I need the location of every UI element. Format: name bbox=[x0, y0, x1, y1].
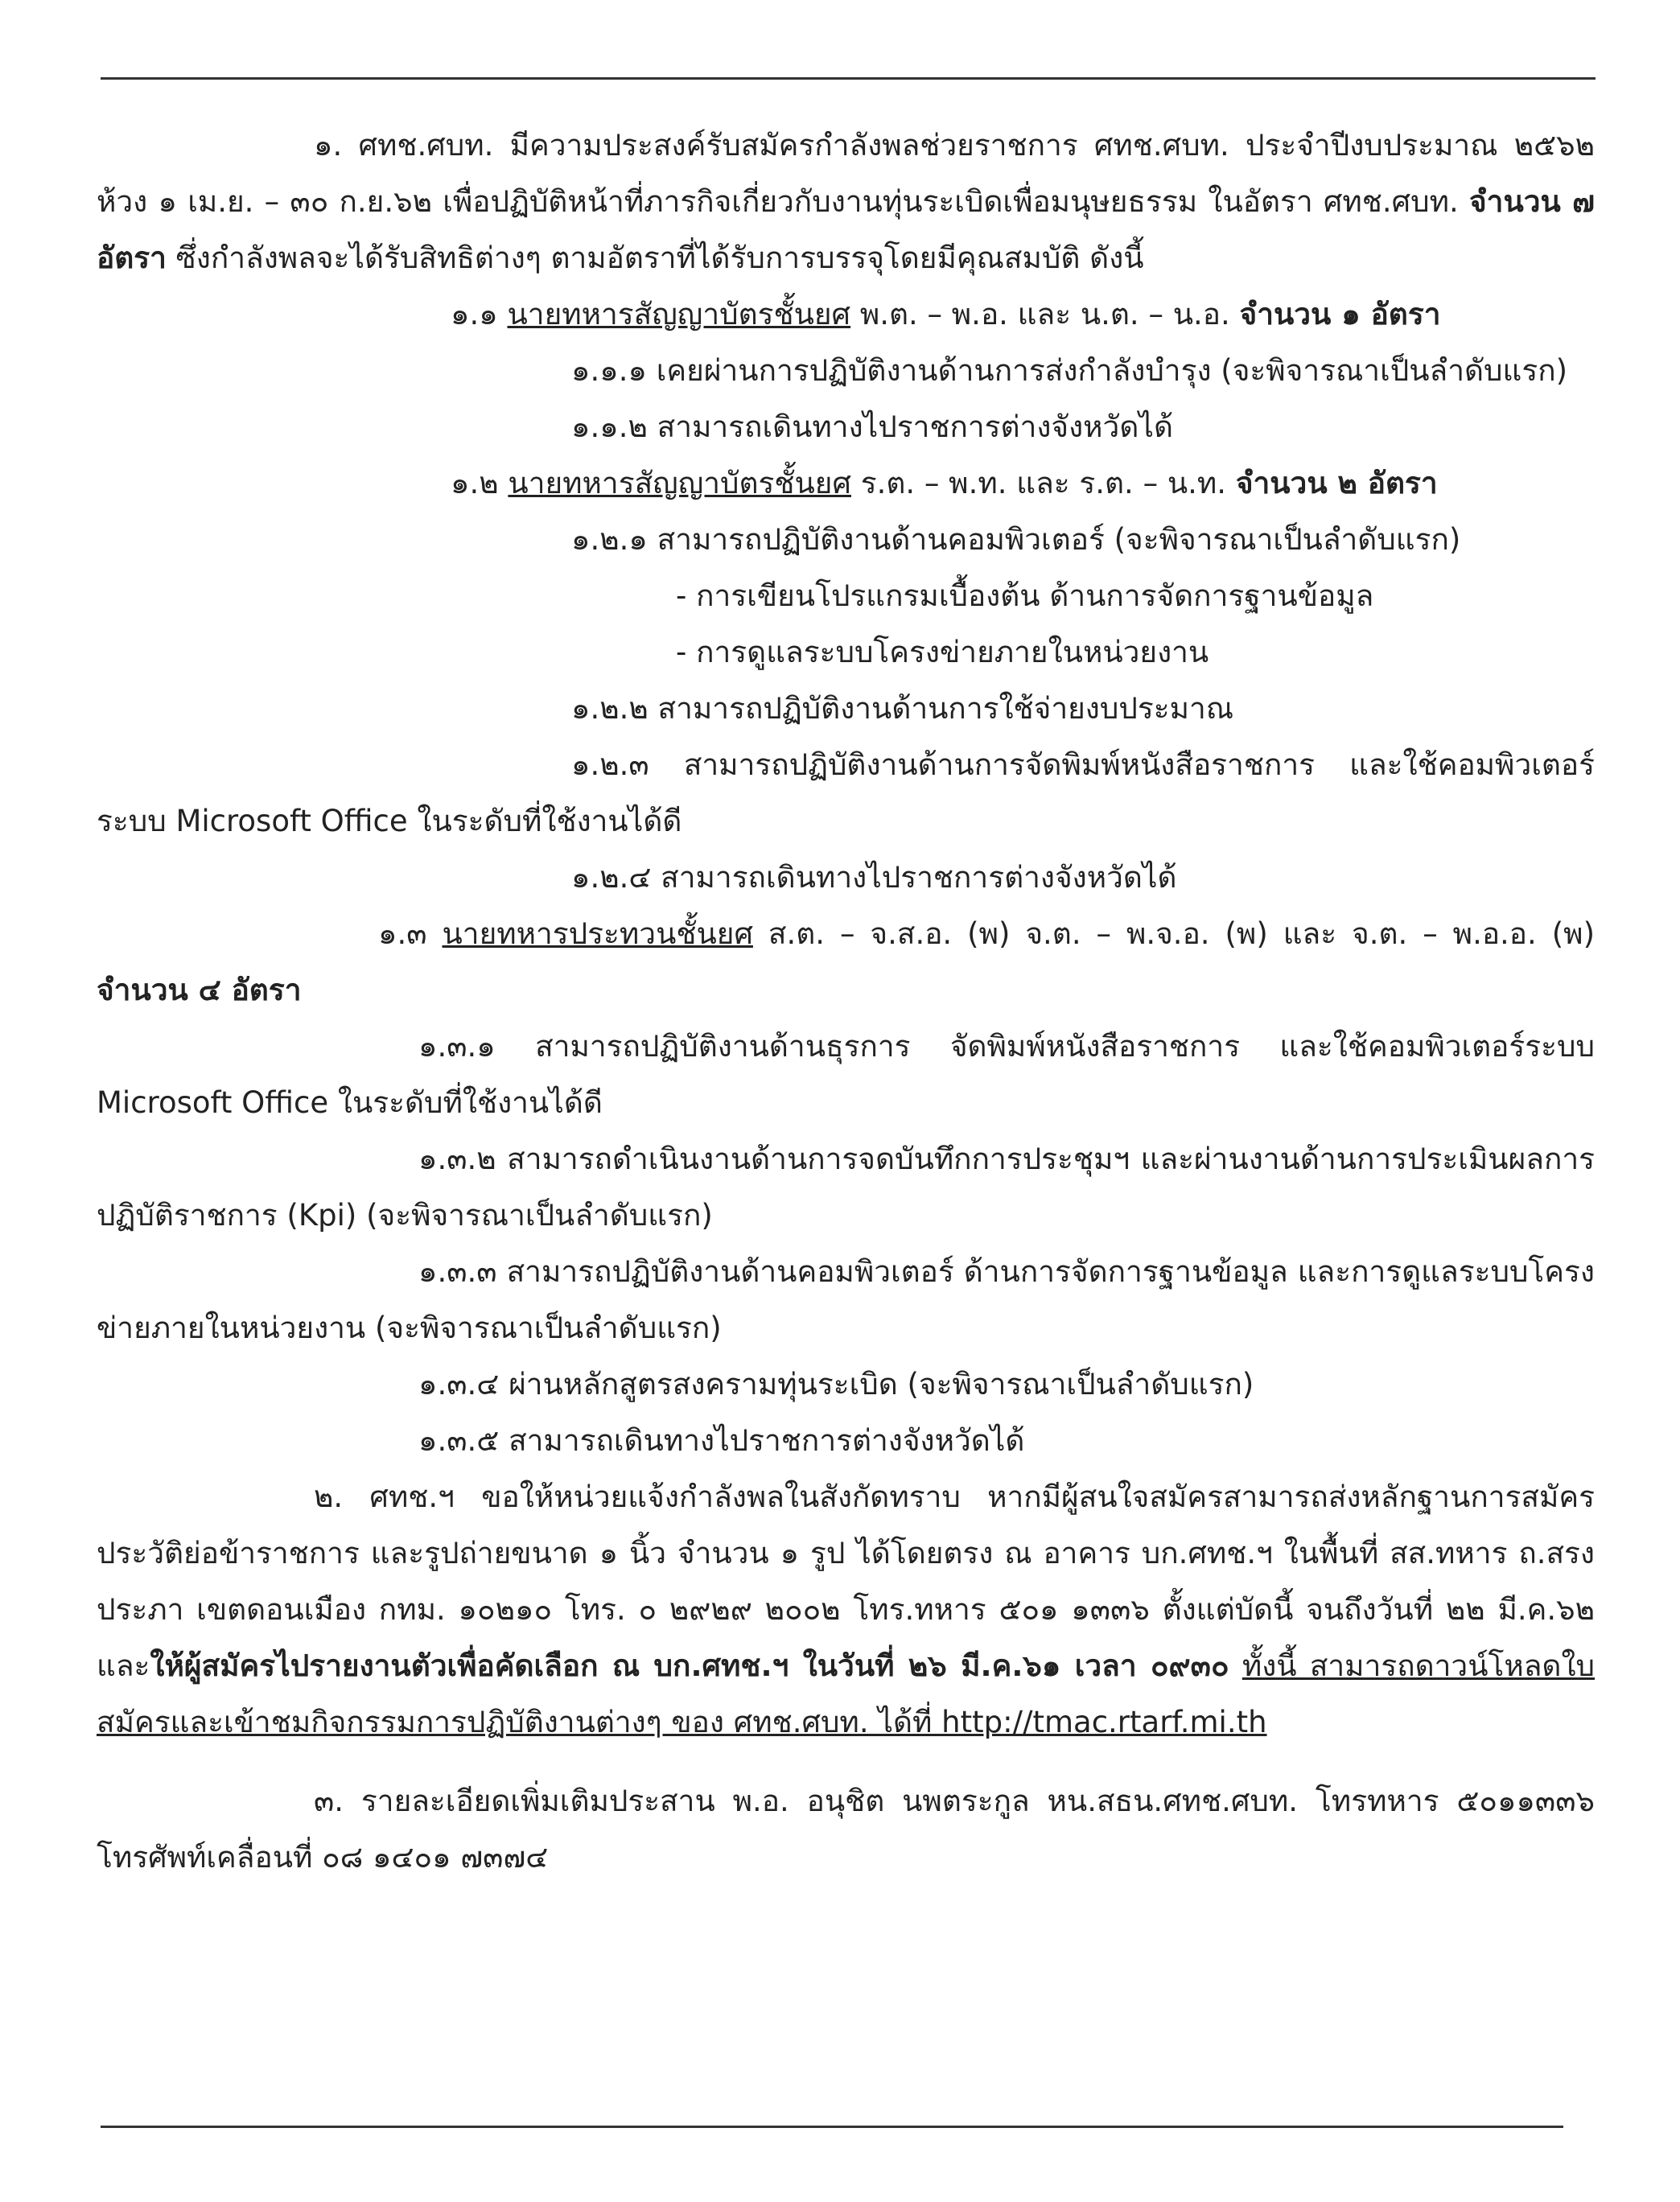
document-body bbox=[97, 117, 1595, 1886]
download-link-text[interactable]: ทั้งนี้ สามารถดาวน์โหลดใบสมัครและเข้าชมกิจกรรมการปฏิบัติงานต่างๆ ของ ศทช.ศบท. ได้ที่ http://tmac.rtarf.mi.th bbox=[97, 1648, 1596, 1739]
list-item: ๑.๒.๔ สามารถเดินทางไปราชการต่างจังหวัดได้ bbox=[571, 860, 1177, 895]
quota-total: จำนวน ๗ อัตรา bbox=[97, 184, 1595, 275]
list-item: ๑.๒.๒ สามารถปฏิบัติงานด้านการใช้จ่ายงบประมาณ bbox=[571, 691, 1234, 726]
quota-count: จำนวน ๔ อัตรา bbox=[97, 973, 302, 1007]
paragraph-1: ๑. ศทช.ศบท. มีความประสงค์รับสมัครกำลังพลช่วยราชการ ศทช.ศบท. ประจำปีงบประมาณ ๒๕๖๒ ห้วง ๑ เม.ย. – ๓๐ ก.ย.๖๒ เพื่อปฏิบัติหน้าที่ภารกิจเกี่ยวกับงานทุ่นระเบิดเพื่อมนุษยธรรม ในอัตรา ศทช.ศบท. จำนวน ๗ อัตรา ซึ่งกำลังพลจะได้รับสิทธิต่างๆ ตามอัตราที่ได้รับการบรรจุโดยมีคุณสมบัติ ดังนี้ bbox=[97, 128, 1595, 275]
section-1-3-heading: ๑.๓ นายทหารประทวนชั้นยศ ส.ต. – จ.ส.อ. (พ) จ.ต. – พ.จ.อ. (พ) และ จ.ต. – พ.อ.อ. (พ) จำนวน ๔ อัตรา bbox=[97, 916, 1595, 1007]
section-1-1-heading: ๑.๑ นายทหารสัญญาบัตรชั้นยศ พ.ต. – พ.อ. และ น.ต. – น.อ. จำนวน ๑ อัตรา bbox=[451, 297, 1441, 331]
sub-item: - การดูแลระบบโครงข่ายภายในหน่วยงาน bbox=[676, 635, 1209, 669]
list-item: ๑.๓.๕ สามารถเดินทางไปราชการต่างจังหวัดได้ bbox=[418, 1423, 1025, 1458]
list-item: ๑.๓.๒ สามารถดำเนินงานด้านการจดบันทึกการประชุมฯ และผ่านงานด้านการประเมินผลการปฏิบัติราชการ (Kpi) (จะพิจารณาเป็นลำดับแรก) bbox=[97, 1142, 1595, 1233]
rank-category: นายทหารสัญญาบัตรชั้นยศ bbox=[508, 466, 851, 500]
rank-category: นายทหารประทวนชั้นยศ bbox=[442, 916, 753, 951]
section-1-2-heading: ๑.๒ นายทหารสัญญาบัตรชั้นยศ ร.ต. – พ.ท. และ ร.ต. – น.ท. จำนวน ๒ อัตรา bbox=[451, 466, 1438, 500]
quota-count: จำนวน ๑ อัตรา bbox=[1239, 297, 1441, 331]
list-item: ๑.๓.๓ สามารถปฏิบัติงานด้านคอมพิวเตอร์ ด้านการจัดการฐานข้อมูล และการดูแลระบบโครงข่ายภายในหน่วยงาน (จะพิจารณาเป็นลำดับแรก) bbox=[97, 1254, 1595, 1345]
list-item: ๑.๓.๑ สามารถปฏิบัติงานด้านธุรการ จัดพิมพ์หนังสือราชการ และใช้คอมพิวเตอร์ระบบ Microsoft Office ในระดับที่ใช้งานได้ดี bbox=[97, 1029, 1595, 1120]
sub-item: - การเขียนโปรแกรมเบื้องต้น ด้านการจัดการฐานข้อมูล bbox=[676, 578, 1374, 613]
list-item: ๑.๒.๑ สามารถปฏิบัติงานด้านคอมพิวเตอร์ (จะพิจารณาเป็นลำดับแรก) bbox=[571, 522, 1461, 557]
paragraph-3: ๓. รายละเอียดเพิ่มเติมประสาน พ.อ. อนุชิต นพตระกูล หน.สธน.ศทช.ศบท. โทรทหาร ๕๐๑๑๓๓๖ โทรศัพท์เคลื่อนที่ ๐๘ ๑๔๐๑ ๗๓๗๔ bbox=[97, 1784, 1595, 1875]
top-divider bbox=[101, 77, 1596, 80]
list-item: ๑.๓.๔ ผ่านหลักสูตรสงครามทุ่นระเบิด (จะพิจารณาเป็นลำดับแรก) bbox=[418, 1367, 1254, 1401]
list-item: ๑.๒.๓ สามารถปฏิบัติงานด้านการจัดพิมพ์หนังสือราชการ และใช้คอมพิวเตอร์ระบบ Microsoft Office ในระดับที่ใช้งานได้ดี bbox=[97, 747, 1595, 838]
quota-count: จำนวน ๒ อัตรา bbox=[1235, 466, 1438, 500]
rank-category: นายทหารสัญญาบัตรชั้นยศ bbox=[507, 297, 851, 331]
paragraph-2: ๒. ศทช.ฯ ขอให้หน่วยแจ้งกำลังพลในสังกัดทราบ หากมีผู้สนใจสมัครสามารถส่งหลักฐานการสมัคร ประวัติย่อข้าราชการ และรูปถ่ายขนาด ๑ นิ้ว จำนวน ๑ รูป ได้โดยตรง ณ อาคาร บก.ศทช.ฯ ในพื้นที่ สส.ทหาร ถ.สรงประภา เขตดอนเมือง กทม. ๑๐๒๑๐ โทร. ๐ ๒๙๒๙ ๒๐๐๒ โทร.ทหาร ๕๐๑ ๑๓๓๖ ตั้งแต่บัดนี้ จนถึงวันที่ ๒๒ มี.ค.๖๒ และให้ผู้สมัครไปรายงานตัวเพื่อคัดเลือก ณ บก.ศทช.ฯ ในวันที่ ๒๖ มี.ค.๖๑ เวลา ๐๙๓๐ ทั้งนี้ สามารถดาวน์โหลดใบสมัครและเข้าชมกิจกรรมการปฏิบัติงานต่างๆ ของ ศทช.ศบท. ได้ที่ http://tmac.rtarf.mi.th bbox=[97, 1480, 1596, 1739]
list-item: ๑.๑.๒ สามารถเดินทางไปราชการต่างจังหวัดได้ bbox=[571, 410, 1174, 444]
bottom-divider bbox=[101, 2126, 1563, 2128]
reporting-date: ให้ผู้สมัครไปรายงานตัวเพื่อคัดเลือก ณ บก.ศทช.ฯ ในวันที่ ๒๖ มี.ค.๖๑ เวลา ๐๙๓๐ bbox=[150, 1648, 1229, 1683]
list-item: ๑.๑.๑ เคยผ่านการปฏิบัติงานด้านการส่งกำลังบำรุง (จะพิจารณาเป็นลำดับแรก) bbox=[571, 353, 1568, 388]
